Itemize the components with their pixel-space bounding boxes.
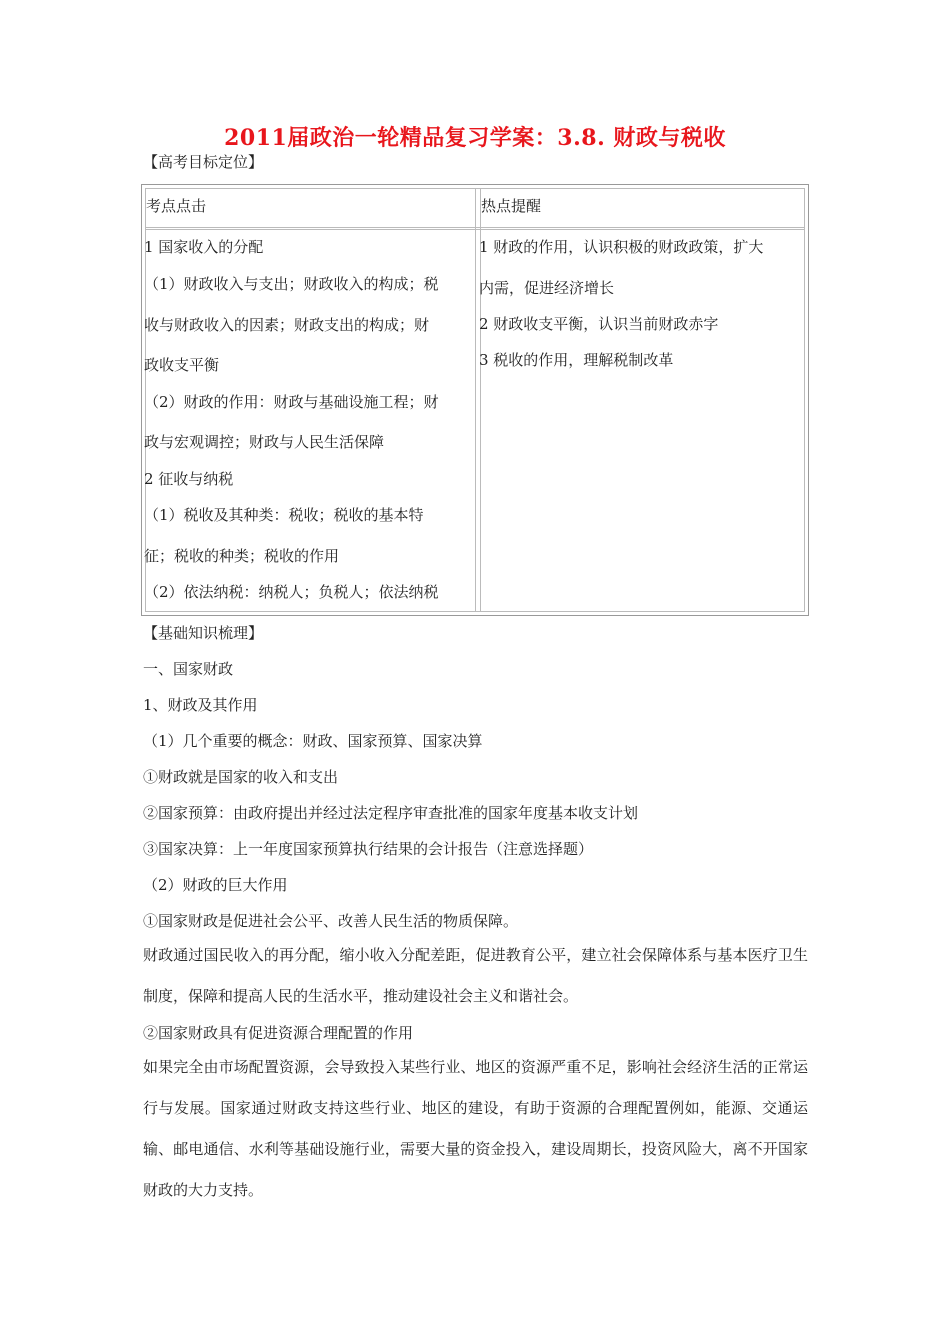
section-heading-basic: 【基础知识梳理】 (143, 624, 264, 642)
function-one: ①国家财政是促进社会公平、改善人民生活的物质保障。 (143, 912, 519, 930)
heading-finance-role: 1、财政及其作用 (143, 696, 258, 714)
table-cell-line: （2）财政的作用：财政与基础设施工程；财 (144, 393, 439, 411)
table-header-col2: 热点提醒 (481, 197, 542, 215)
page-title: 2011届政治一轮精品复习学案：3.8. 财政与税收 (224, 125, 726, 151)
concept-budget: ②国家预算：由政府提出并经过法定程序审查批准的国家年度基本收支计划 (143, 804, 639, 822)
table-cell-line: 1 国家收入的分配 (144, 238, 264, 256)
concepts-line: （1）几个重要的概念：财政、国家预算、国家决算 (143, 732, 483, 750)
paragraph-redistribution: 财政通过国民收入的再分配，缩小收入分配差距，促进教育公平，建立社会保障体系与基本医疗卫生制度，保障和提高人民的生活水平，推动建设社会主义和谐社会。 (143, 946, 808, 1005)
function-two: ②国家财政具有促进资源合理配置的作用 (143, 1024, 414, 1042)
table-cell-line: 内需，促进经济增长 (479, 279, 615, 297)
paragraph-resource-allocation: 如果完全由市场配置资源，会导致投入某些行业、地区的资源严重不足，影响社会经济生活的正常运行与发展。国家通过财政支持这些行业、地区的建设，有助于资源的合理配置例如，能源、交通运输、邮电通信、水利等基础设施行业，需要大量的资金投入，建设周期长，投资风险大，离不开国家财政的大力支持。 (143, 1058, 808, 1199)
table-cell-line: 征；税收的种类；税收的作用 (144, 547, 340, 565)
goal-table (141, 184, 809, 616)
table-header-col1: 考点点击 (146, 197, 207, 215)
table-cell-line: 3 税收的作用，理解税制改革 (479, 351, 674, 369)
table-cell-line: 1 财政的作用，认识积极的财政政策，扩大 (479, 238, 764, 256)
heading-national-finance: 一、国家财政 (143, 660, 234, 678)
concept-final-accounts: ③国家决算：上一年度国家预算执行结果的会计报告（注意选择题） (143, 840, 594, 858)
table-cell-line: （2）依法纳税：纳税人；负税人；依法纳税 (144, 583, 439, 601)
table-cell-line: 政收支平衡 (144, 356, 220, 374)
concept-finance: ①财政就是国家的收入和支出 (143, 768, 339, 786)
table-cell-line: （1）税收及其种类：税收；税收的基本特 (144, 506, 424, 524)
table-cell-line: 2 财政收支平衡，认识当前财政赤字 (479, 315, 719, 333)
table-cell-line: 收与财政收入的因素；财政支出的构成；财 (144, 316, 430, 334)
table-cell-line: 政与宏观调控；财政与人民生活保障 (144, 433, 385, 451)
heading-finance-function: （2）财政的巨大作用 (143, 876, 288, 894)
section-heading-goal: 【高考目标定位】 (143, 153, 264, 171)
table-cell-line: （1）财政收入与支出；财政收入的构成；税 (144, 275, 439, 293)
table-cell-line: 2 征收与纳税 (144, 470, 234, 488)
